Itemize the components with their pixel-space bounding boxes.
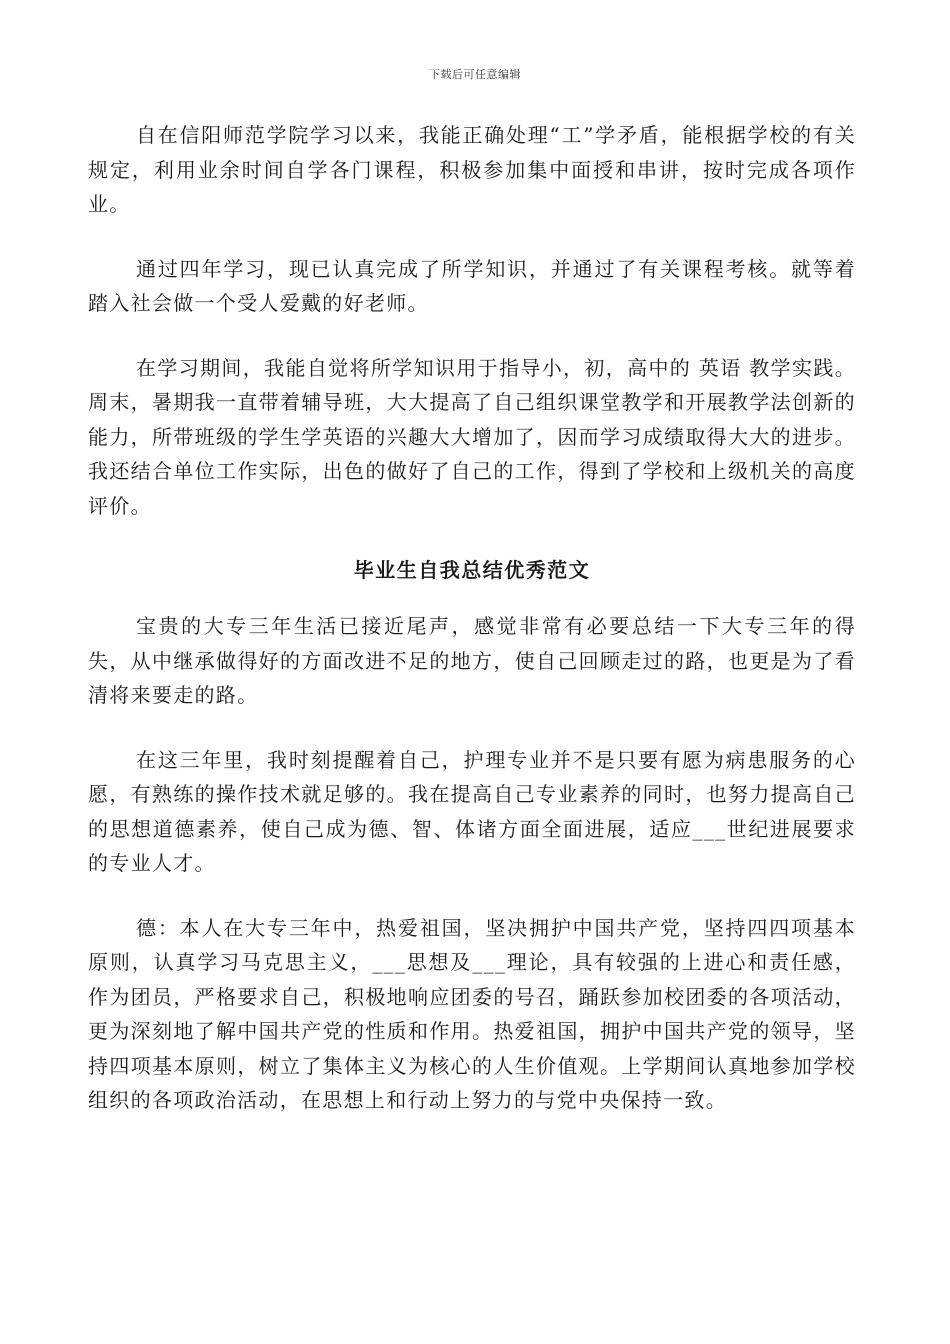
section-title: 毕业生自我总结优秀范文 xyxy=(353,558,591,582)
page-header-note: 下载后可任意编辑 xyxy=(429,68,521,81)
paragraph: 在这三年里，我时刻提醒着自己，护理专业并不是只要有愿为病患服务的心愿，有熟练的操作技术就足够的。我在提高自己专业素养的同时，也努力提高自己的思想道德素养，使自己成为德、智、体诸方面全面进展，适应___世纪进展要求的专业人才。 xyxy=(88,747,856,875)
paragraph: 宝贵的大专三年生活已接近尾声，感觉非常有必要总结一下大专三年的得失，从中继承做得好的方面改进不足的地方，使自己回顾走过的路，也更是为了看清将来要走的路。 xyxy=(88,614,856,707)
paragraph: 自在信阳师范学院学习以来，我能正确处理“工”学矛盾，能根据学校的有关规定，利用业余时间自学各门课程，积极参加集中面授和串讲，按时完成各项作业。 xyxy=(88,123,856,216)
document-body xyxy=(88,118,856,1148)
paragraph: 在学习期间，我能自觉将所学知识用于指导小，初，高中的 英语 教学实践。周末，暑期我一直带着辅导班，大大提高了自己组织课堂教学和开展教学法创新的能力，所带班级的学生学英语的兴趣大大增加了，因而学习成绩取得大大的进步。我还结合单位工作实际，出色的做好了自己的工作，得到了学校和上级机关的高度评价。 xyxy=(88,355,856,518)
paragraph: 德：本人在大专三年中，热爱祖国，坚决拥护中国共产党，坚持四四项基本原则，认真学习马克思主义，___思想及___理论，具有较强的上进心和责任感，作为团员，严格要求自己，积极地响应团委的号召，踊跃参加校团委的各项活动，更为深刻地了解中国共产党的性质和作用。热爱祖国，拥护中国共产党的领导，坚持四项基本原则，树立了集体主义为核心的人生价值观。上学期间认真地参加学校组织的各项政治活动，在思想上和行动上努力的与党中央保持一致。 xyxy=(88,915,856,1112)
paragraph: 通过四年学习，现已认真完成了所学知识，并通过了有关课程考核。就等着踏入社会做一个受人爱戴的好老师。 xyxy=(88,256,856,315)
